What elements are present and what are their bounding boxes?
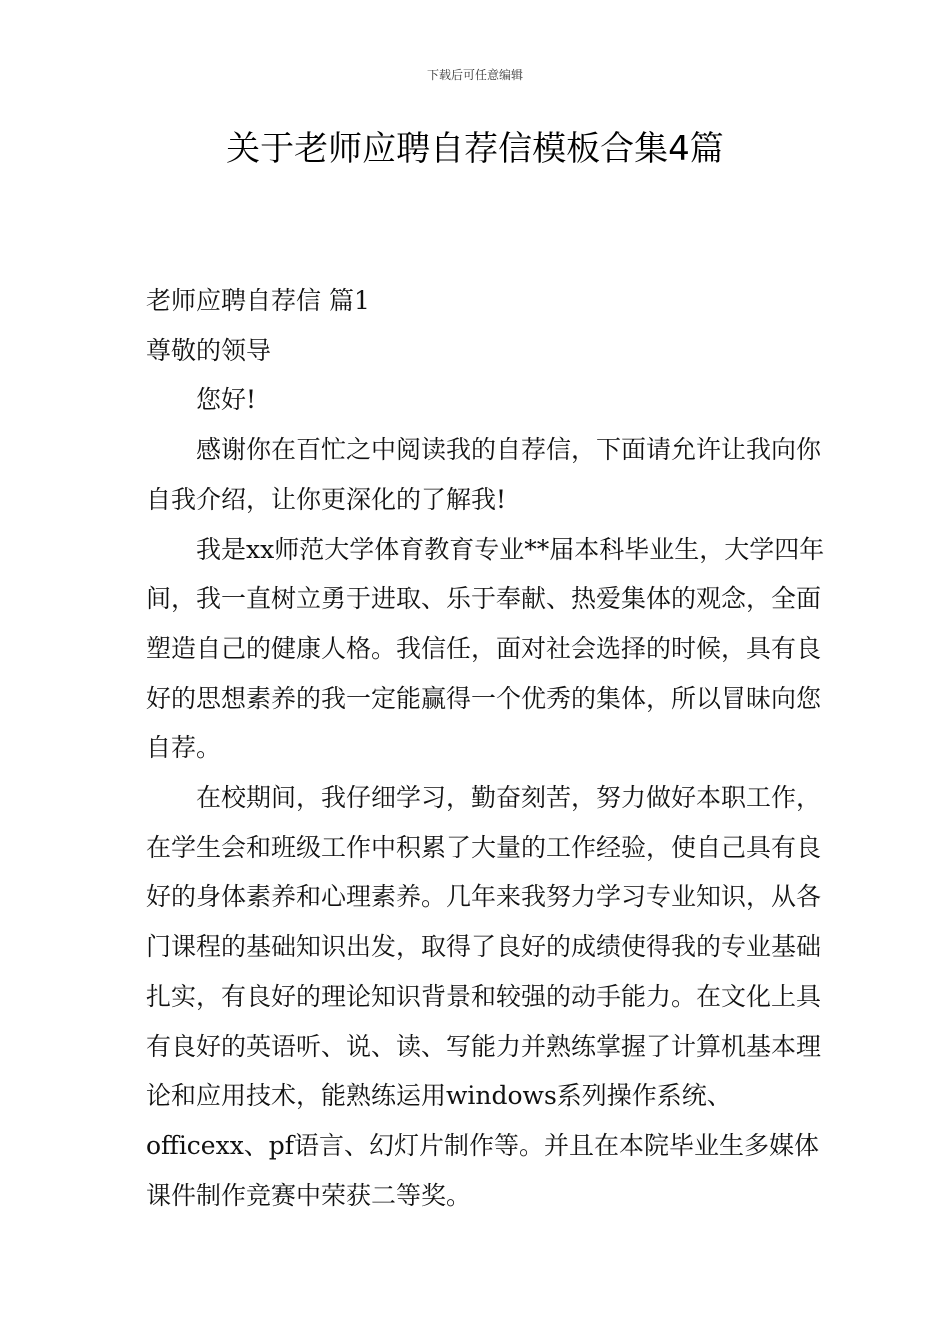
salutation: 尊敬的领导 xyxy=(146,335,272,365)
section-heading: 老师应聘自荐信 篇1 xyxy=(146,286,370,315)
paragraph-background: 我是xx师范大学体育教育专业**届本科毕业生，大学四年间，我一直树立勇于进取、乐于奉献、热爱集体的观念，全面塑造自己的健康人格。我信任，面对社会选择的时候，具有良好的思想素养的我一定能赢得一个优秀的集体，所以冒昧向您自荐。 xyxy=(146,534,825,763)
header-note: 下载后可任意编辑 xyxy=(426,68,523,82)
paragraph-school-experience: 在校期间，我仔细学习，勤奋刻苦，努力做好本职工作，在学生会和班级工作中积累了大量的工作经验，使自己具有良好的身体素养和心理素养。几年来我努力学习专业知识，从各门课程的基础知识出发，取得了良好的成绩使得我的专业基础扎实，有良好的理论知识背景和较强的动手能力。在文化上具有良好的英语听、说、读、写能力并熟练掌握了计算机基本理论和应用技术，能熟练运用windows系列操作系统、officexx、pf语言、幻灯片制作等。并且在本院毕业生多媒体课件制作竞赛中荣获二等奖。 xyxy=(146,783,822,1210)
document-body xyxy=(146,276,826,1220)
document-title: 关于老师应聘自荐信模板合集4篇 xyxy=(226,129,724,169)
greeting: 您好! xyxy=(196,385,257,415)
paragraph-intro: 感谢你在百忙之中阅读我的自荐信，下面请允许让我向你自我介绍，让你更深化的了解我! xyxy=(146,435,822,514)
